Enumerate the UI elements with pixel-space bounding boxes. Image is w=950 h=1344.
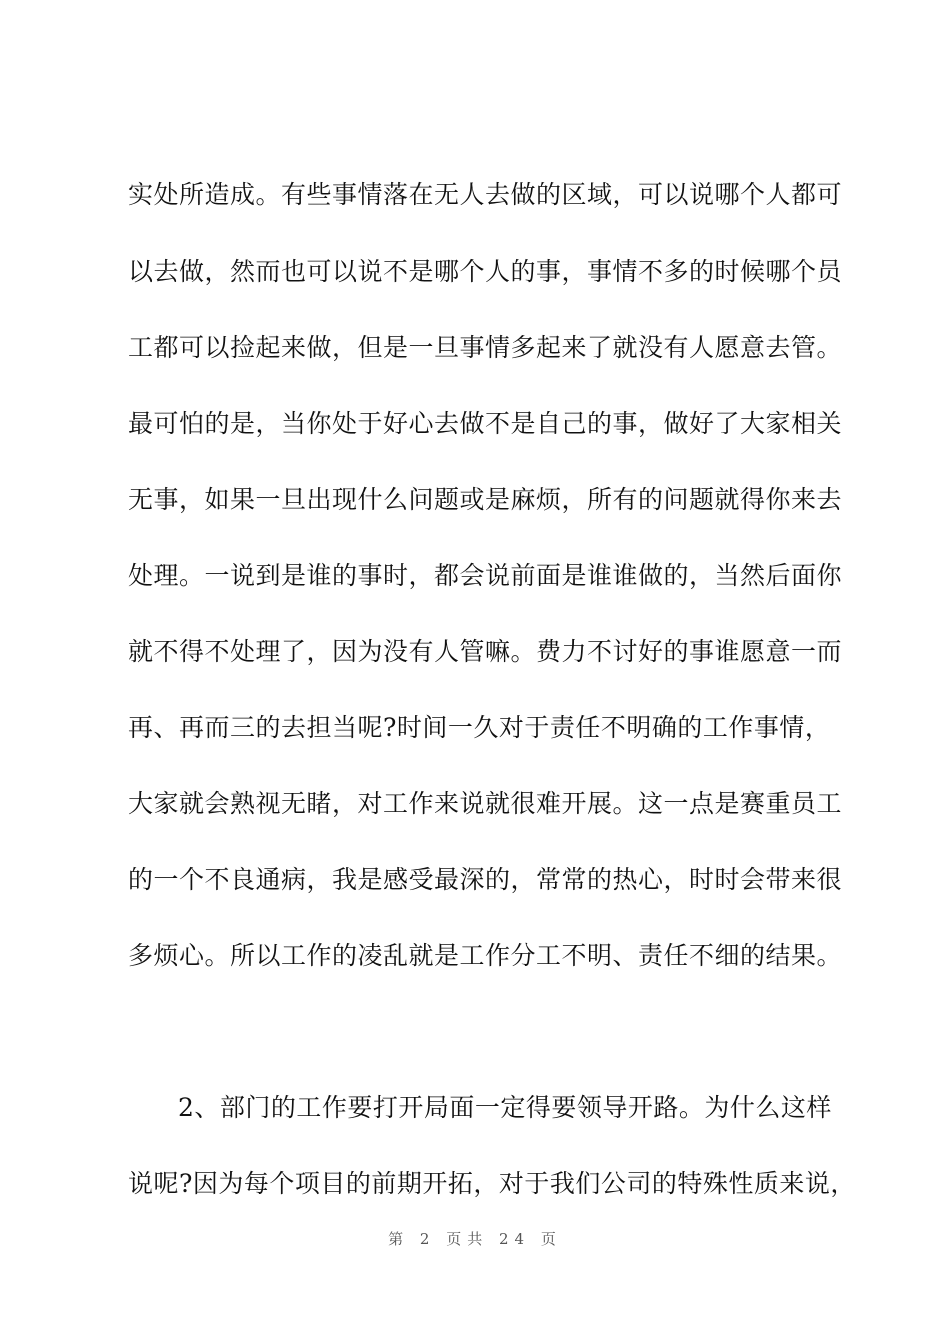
page-number-footer: 第 2 页共 24 页 [388, 1230, 562, 1248]
text-line: 以去做，然而也可以说不是哪个人的事，事情不多的时候哪个员 [128, 257, 843, 286]
text-line: 工都可以捡起来做，但是一旦事情多起来了就没有人愿意去管。 [128, 333, 843, 362]
text-line: 最可怕的是，当你处于好心去做不是自己的事，做好了大家相关 [128, 409, 843, 438]
text-line: 多烦心。所以工作的凌乱就是工作分工不明、责任不细的结果。 [128, 941, 843, 970]
text-line: 大家就会熟视无睹，对工作来说就很难开展。这一点是赛重员工 [128, 789, 843, 818]
text-line: 处理。一说到是谁的事时，都会说前面是谁谁做的，当然后面你 [128, 561, 843, 590]
text-line: 说呢?因为每个项目的前期开拓，对于我们公司的特殊性质来说， [128, 1169, 856, 1198]
text-line: 的一个不良通病，我是感受最深的，常常的热心，时时会带来很 [128, 865, 843, 894]
text-line: 实处所造成。有些事情落在无人去做的区域，可以说哪个人都可 [128, 180, 843, 209]
text-line: 就不得不处理了，因为没有人管嘛。费力不讨好的事谁愿意一而 [128, 637, 843, 666]
text-line: 2、部门的工作要打开局面一定得要领导开路。为什么这样 [178, 1093, 832, 1122]
text-line: 无事，如果一旦出现什么问题或是麻烦，所有的问题就得你来去 [128, 485, 843, 514]
text-line: 再、再而三的去担当呢?时间一久对于责任不明确的工作事情， [128, 713, 831, 742]
